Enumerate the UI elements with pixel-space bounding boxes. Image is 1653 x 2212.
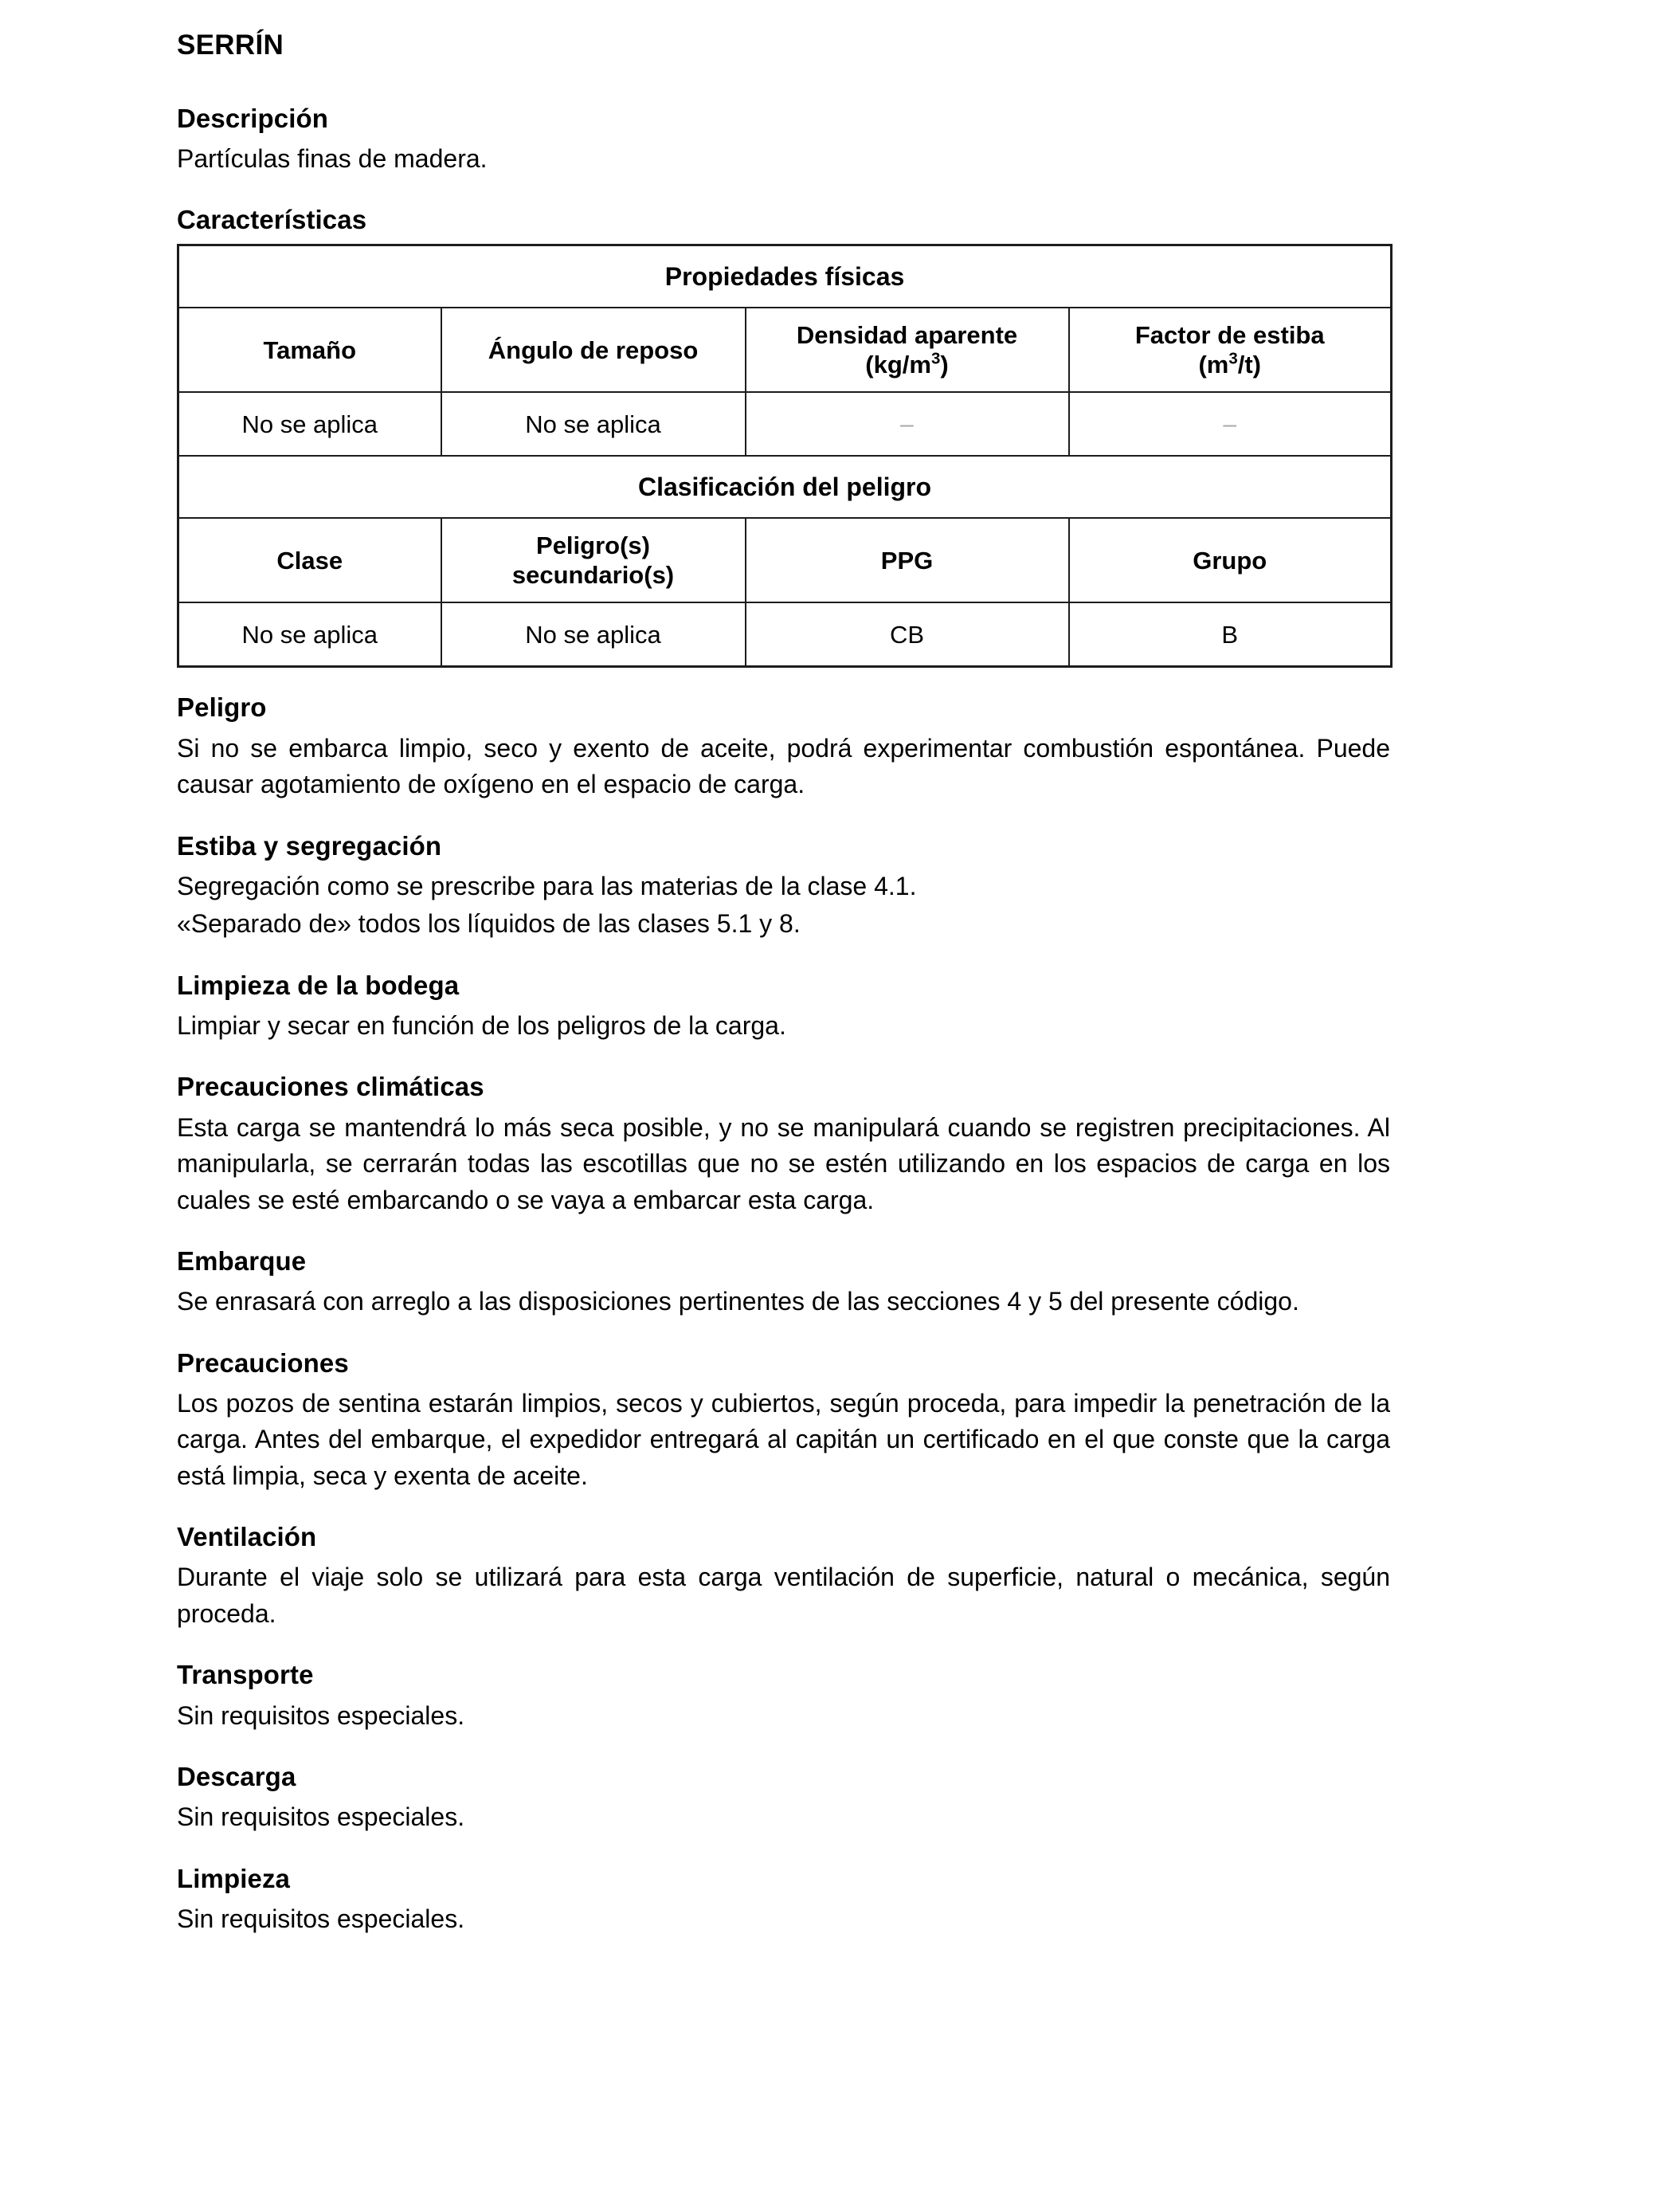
section-ventilacion	[177, 1521, 1390, 1632]
table-row-physical-headers	[178, 308, 1392, 392]
section-transporte	[177, 1659, 1390, 1734]
section-body-ventilacion	[177, 1559, 1390, 1632]
section-heading-transporte: Transporte	[177, 1660, 314, 1690]
table-row-hazard-headers	[178, 518, 1392, 602]
stowage-unit-exponent: 3	[1228, 350, 1238, 369]
paragraph: Si no se embarca limpio, seco y exento de aceite, podrá experimentar combustión espontánea. Puede causar agotamiento de oxígeno en el espacio de carga.	[177, 733, 1390, 799]
table-row-physical-values	[178, 392, 1392, 456]
section-limpieza	[177, 1863, 1390, 1938]
paragraph: Durante el viaje solo se utilizará para esta carga ventilación de superficie, natural o mecánica, según proceda.	[177, 1563, 1390, 1628]
header-peligros-line1: Peligro(s)	[536, 531, 650, 560]
stowage-unit-pre: (m	[1198, 351, 1229, 379]
section-heading-precauciones: Precauciones	[177, 1347, 349, 1378]
paragraph: «Separado de» todos los líquidos de las clases 5.1 y 8.	[177, 909, 801, 939]
section-limpieza-de-la-bodega	[177, 970, 1390, 1045]
section-descripcion	[177, 103, 1390, 178]
hazard-classification-banner: Clasificación del peligro	[178, 456, 1392, 518]
value-grupo: B	[1069, 602, 1392, 667]
paragraph: Sin requisitos especiales.	[177, 1700, 465, 1730]
header-peligros-secundarios	[441, 518, 746, 602]
section-heading-caracteristicas: Características	[177, 205, 367, 235]
section-body-descripcion	[177, 141, 1390, 177]
table-row-physical-banner	[178, 245, 1392, 308]
page-title: SERRÍN	[177, 29, 284, 61]
value-clase: No se aplica	[178, 602, 441, 667]
paragraph: Se enrasará con arreglo a las disposiciones pertinentes de las secciones 4 y 5 del presente código.	[177, 1287, 1299, 1316]
header-angulo-de-reposo: Ángulo de reposo	[441, 308, 746, 392]
stowage-unit-post: /t)	[1237, 351, 1262, 379]
header-estiba-line2	[1075, 350, 1386, 379]
dash-placeholder: –	[1223, 411, 1237, 438]
section-body-limpieza	[177, 1901, 1390, 1937]
paragraph: Los pozos de sentina estarán limpios, secos y cubiertos, según proceda, para impedir la penetración de la carga. Antes del embarque, el expedidor entregará al capitán un certificado en el que conste que la carga está limpia, seca y exenta de aceite.	[177, 1388, 1390, 1490]
section-body-precauciones	[177, 1386, 1390, 1494]
paragraph: Partículas finas de madera.	[177, 143, 488, 173]
characteristics-table-wrapper	[177, 244, 1390, 668]
section-precauciones	[177, 1347, 1390, 1495]
section-body-descarga	[177, 1799, 1390, 1835]
header-factor-de-estiba	[1069, 308, 1392, 392]
value-peligros-secundarios: No se aplica	[441, 602, 746, 667]
section-descarga	[177, 1761, 1390, 1836]
section-heading-precauciones-climaticas: Precauciones climáticas	[177, 1072, 484, 1102]
paragraph: Segregación como se prescribe para las materias de la clase 4.1.	[177, 871, 917, 900]
value-densidad-aparente	[746, 392, 1069, 456]
section-estiba-y-segregacion	[177, 830, 1390, 943]
section-heading-limpieza: Limpieza	[177, 1863, 291, 1893]
value-ppg: CB	[746, 602, 1069, 667]
density-unit-post: )	[940, 351, 949, 379]
value-factor-de-estiba	[1069, 392, 1392, 456]
section-heading-peligro: Peligro	[177, 692, 267, 723]
table-row-hazard-banner	[178, 456, 1392, 518]
header-densidad-aparente	[746, 308, 1069, 392]
header-grupo: Grupo	[1069, 518, 1392, 602]
section-heading-embarque: Embarque	[177, 1245, 307, 1276]
section-body-transporte	[177, 1698, 1390, 1734]
section-heading-estiba-y-segregacion: Estiba y segregación	[177, 830, 442, 861]
density-unit-pre: (kg/m	[865, 351, 931, 379]
section-heading-descarga: Descarga	[177, 1762, 296, 1791]
header-clase: Clase	[178, 518, 441, 602]
header-tamano: Tamaño	[178, 308, 441, 392]
header-densidad-line1: Densidad aparente	[796, 321, 1018, 350]
paragraph: Sin requisitos especiales.	[177, 1904, 465, 1933]
header-peligros-line2: secundario(s)	[511, 561, 675, 590]
section-precauciones-climaticas	[177, 1071, 1390, 1218]
header-ppg: PPG	[746, 518, 1069, 602]
value-angulo-de-reposo: No se aplica	[441, 392, 746, 456]
header-densidad-line2	[751, 350, 1063, 379]
section-heading-descripcion: Descripción	[177, 103, 328, 133]
section-body-embarque	[177, 1284, 1390, 1320]
section-embarque	[177, 1245, 1390, 1320]
section-heading-ventilacion: Ventilación	[177, 1522, 317, 1552]
density-unit-exponent: 3	[930, 350, 941, 369]
section-body-limpieza-de-la-bodega	[177, 1008, 1390, 1044]
paragraph: Esta carga se mantendrá lo más seca posible, y no se manipulará cuando se registren precipitaciones. Al manipularla, se cerrarán todas las escotillas que no se estén utilizando en los espacios de carga en los cuales se esté embarcando o se vaya a embarcar esta carga.	[177, 1112, 1390, 1214]
section-caracteristicas	[177, 204, 1390, 668]
header-estiba-line1: Factor de estiba	[1134, 321, 1325, 350]
paragraph: Limpiar y secar en función de los peligros de la carga.	[177, 1010, 786, 1040]
section-body-estiba-y-segregacion	[177, 869, 1390, 943]
section-body-peligro	[177, 731, 1390, 803]
section-heading-limpieza-de-la-bodega: Limpieza de la bodega	[177, 970, 460, 1000]
paragraph: Sin requisitos especiales.	[177, 1802, 465, 1832]
value-tamano: No se aplica	[178, 392, 441, 456]
physical-properties-banner: Propiedades físicas	[178, 245, 1392, 308]
dash-placeholder: –	[900, 411, 914, 438]
table-row-hazard-values	[178, 602, 1392, 667]
section-body-precauciones-climaticas	[177, 1110, 1390, 1218]
section-peligro	[177, 692, 1390, 802]
characteristics-table	[177, 244, 1393, 668]
